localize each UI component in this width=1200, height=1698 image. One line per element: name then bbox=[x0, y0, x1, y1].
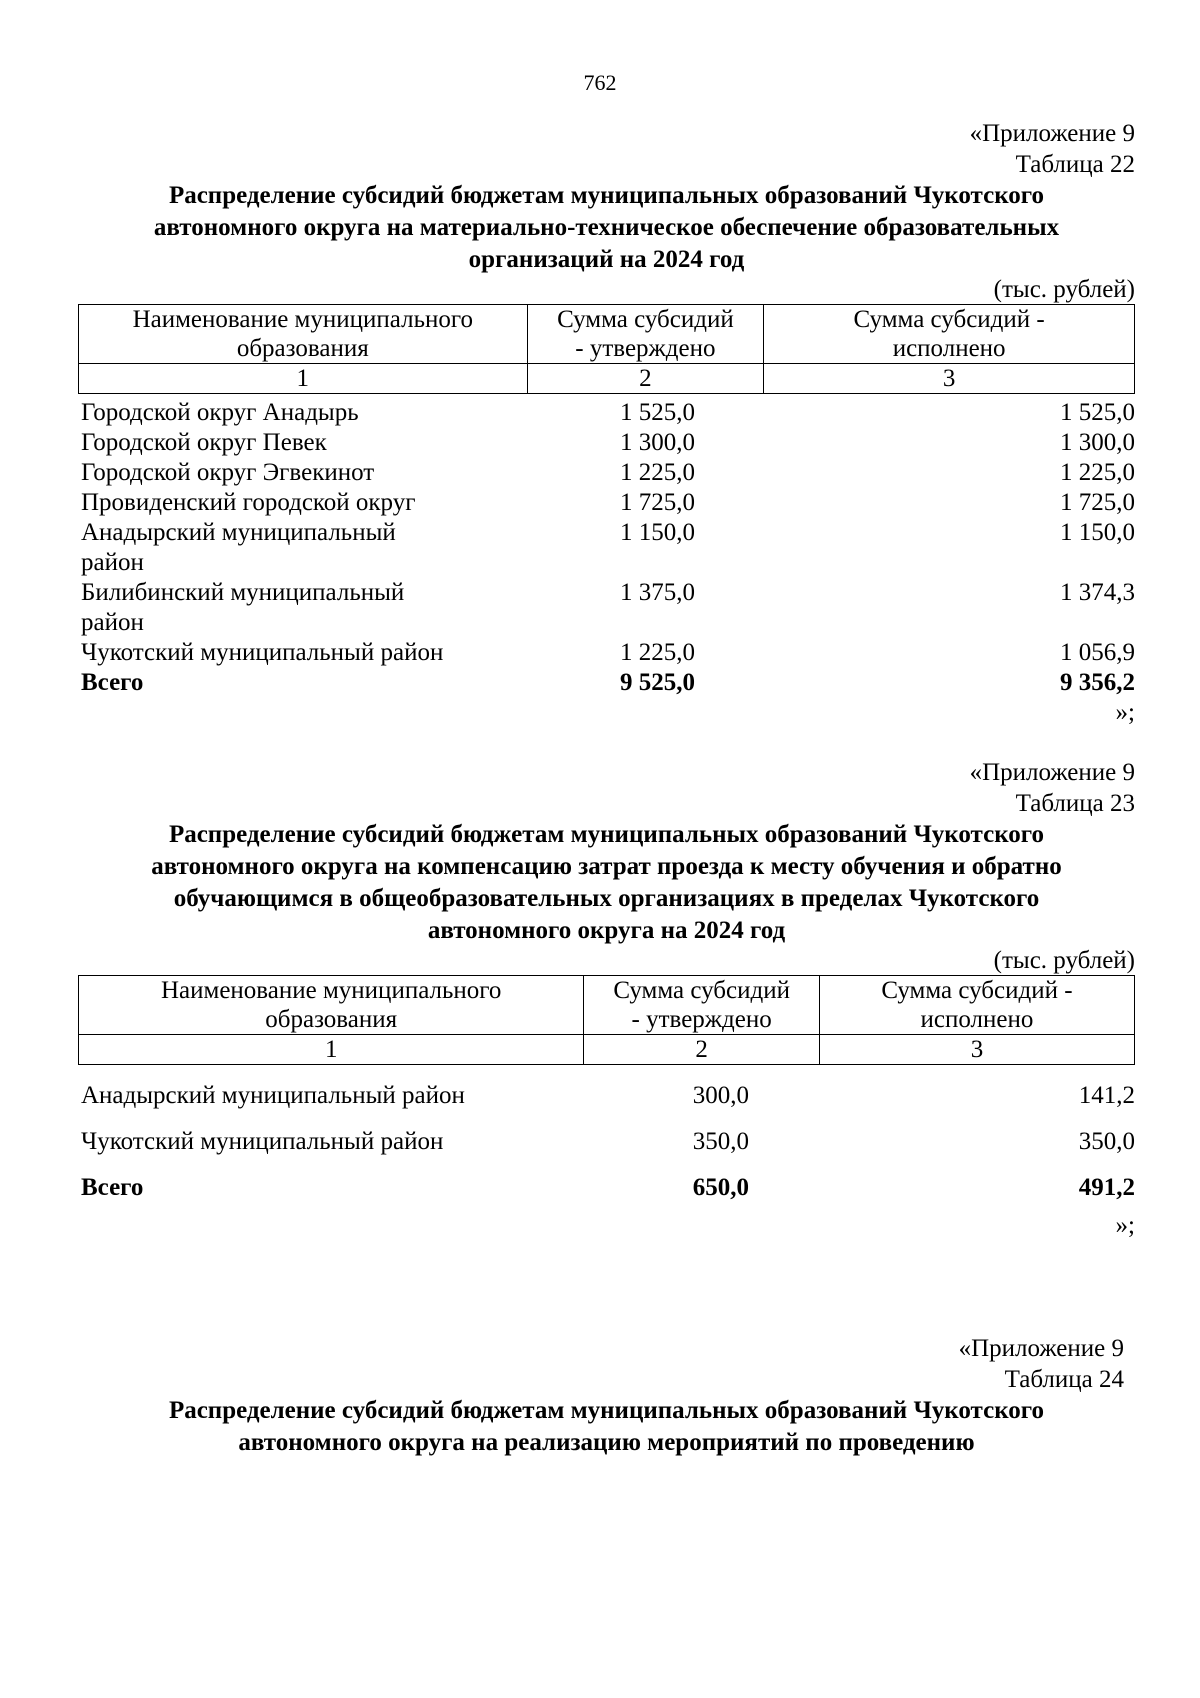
annex-line: «Приложение 9 bbox=[969, 759, 1135, 786]
table-row bbox=[78, 578, 1135, 638]
page-number: 762 bbox=[583, 70, 617, 95]
header-text: - утверждено bbox=[575, 335, 716, 362]
total-row bbox=[78, 1165, 1135, 1211]
total-executed: 9 356,2 bbox=[1060, 669, 1135, 696]
row-name: Городской округ Анадырь bbox=[81, 399, 359, 426]
total-approved: 9 525,0 bbox=[620, 669, 695, 696]
header-cell-approved bbox=[527, 305, 764, 364]
header-text: исполнено bbox=[892, 335, 1006, 362]
units-label: (тыс. рублей) bbox=[993, 947, 1135, 974]
row-name: Чукотский муниципальный район bbox=[81, 1128, 444, 1155]
row-executed: 1 725,0 bbox=[1060, 489, 1135, 516]
title-line: автономного округа на реализацию мероприятий по проведению bbox=[238, 1429, 975, 1456]
row-name bbox=[78, 518, 511, 578]
header-text: исполнено bbox=[920, 1006, 1034, 1033]
row-name-line: район bbox=[81, 609, 144, 636]
annex-line: «Приложение 9 bbox=[969, 120, 1135, 147]
row-name-line: Анадырский муниципальный bbox=[81, 519, 396, 546]
header-cell-approved bbox=[584, 976, 820, 1035]
header-text: образования bbox=[236, 335, 369, 362]
title-line: Распределение субсидий бюджетам муниципальных образований Чукотского bbox=[168, 821, 1045, 848]
closing-quote: »; bbox=[1115, 1212, 1135, 1239]
row-name: Анадырский муниципальный район bbox=[81, 1082, 465, 1109]
title-line: организаций на 2024 год bbox=[468, 246, 745, 273]
row-executed: 350,0 bbox=[1078, 1128, 1135, 1155]
table-title bbox=[78, 180, 1135, 276]
table-row bbox=[78, 518, 1135, 578]
row-name: Городской округ Певек bbox=[81, 429, 327, 456]
row-executed: 1 056,9 bbox=[1060, 639, 1135, 666]
title-line: автономного округа на материально-техническое обеспечение образовательных bbox=[153, 214, 1060, 241]
row-approved: 300,0 bbox=[692, 1082, 749, 1109]
row-executed: 1 225,0 bbox=[1060, 459, 1135, 486]
row-executed: 1 374,3 bbox=[1060, 579, 1135, 606]
row-name: Чукотский муниципальный район bbox=[81, 639, 444, 666]
row-name-line: Билибинский муниципальный bbox=[81, 579, 405, 606]
row-name: Провиденский городской округ bbox=[81, 489, 416, 516]
header-text: Наименование муниципального bbox=[132, 306, 473, 333]
header-text: Сумма субсидий bbox=[557, 306, 734, 333]
units-label: (тыс. рублей) bbox=[993, 276, 1135, 303]
title-line: автономного округа на 2024 год bbox=[427, 917, 786, 944]
table-row bbox=[78, 398, 1135, 428]
column-number: 1 bbox=[79, 364, 528, 394]
header-text: Наименование муниципального bbox=[160, 977, 502, 1004]
table-22-section bbox=[78, 118, 1135, 728]
column-number: 2 bbox=[584, 1035, 820, 1065]
row-executed: 1 150,0 bbox=[1060, 519, 1135, 546]
row-approved: 1 225,0 bbox=[620, 459, 695, 486]
table-title bbox=[78, 819, 1135, 947]
total-approved: 650,0 bbox=[692, 1174, 749, 1201]
table-row bbox=[78, 458, 1135, 488]
header-cell-name bbox=[79, 305, 528, 364]
table-number: Таблица 22 bbox=[1015, 151, 1135, 178]
table-header bbox=[78, 975, 1135, 1065]
table-23-section bbox=[78, 757, 1135, 1241]
table-body bbox=[78, 398, 1135, 698]
table-header bbox=[78, 304, 1135, 394]
total-label: Всего bbox=[81, 1174, 144, 1201]
header-text: Сумма субсидий bbox=[613, 977, 790, 1004]
row-approved: 1 375,0 bbox=[620, 579, 695, 606]
table-row bbox=[78, 638, 1135, 668]
title-line: Распределение субсидий бюджетам муниципальных образований Чукотского bbox=[168, 182, 1045, 209]
column-number: 3 bbox=[819, 1035, 1134, 1065]
column-number: 3 bbox=[764, 364, 1135, 394]
row-name-line: район bbox=[81, 549, 144, 576]
row-approved: 1 150,0 bbox=[620, 519, 695, 546]
header-text: - утверждено bbox=[631, 1006, 772, 1033]
column-number: 2 bbox=[527, 364, 764, 394]
row-approved: 1 225,0 bbox=[620, 639, 695, 666]
row-name: Городской округ Эгвекинот bbox=[81, 459, 375, 486]
table-row bbox=[78, 488, 1135, 518]
row-approved: 350,0 bbox=[692, 1128, 749, 1155]
row-executed: 1 300,0 bbox=[1060, 429, 1135, 456]
closing-quote: »; bbox=[1115, 699, 1135, 726]
total-executed: 491,2 bbox=[1078, 1174, 1135, 1201]
title-line: Распределение субсидий бюджетам муниципальных образований Чукотского bbox=[168, 1397, 1045, 1424]
table-body bbox=[78, 1073, 1135, 1211]
row-approved: 1 725,0 bbox=[620, 489, 695, 516]
table-row bbox=[78, 428, 1135, 458]
table-24-section bbox=[78, 1333, 1135, 1459]
header-cell-executed bbox=[764, 305, 1135, 364]
row-name bbox=[78, 578, 511, 638]
table-row bbox=[78, 1073, 1135, 1119]
title-line: обучающимся в общеобразовательных организациях в пределах Чукотского bbox=[173, 885, 1040, 912]
header-text: образования bbox=[265, 1006, 398, 1033]
column-number: 1 bbox=[79, 1035, 584, 1065]
total-label: Всего bbox=[81, 669, 144, 696]
table-row bbox=[78, 1119, 1135, 1165]
table-number: Таблица 23 bbox=[1015, 790, 1135, 817]
row-approved: 1 300,0 bbox=[620, 429, 695, 456]
row-approved: 1 525,0 bbox=[620, 399, 695, 426]
header-cell-name bbox=[79, 976, 584, 1035]
table-title bbox=[78, 1395, 1135, 1459]
annex-line: «Приложение 9 bbox=[958, 1335, 1124, 1362]
row-executed: 1 525,0 bbox=[1060, 399, 1135, 426]
table-number: Таблица 24 bbox=[1004, 1366, 1124, 1393]
header-text: Сумма субсидий - bbox=[853, 306, 1045, 333]
title-line: автономного округа на компенсацию затрат проезда к месту обучения и обратно bbox=[151, 853, 1062, 880]
header-cell-executed bbox=[819, 976, 1134, 1035]
total-row bbox=[78, 668, 1135, 698]
row-executed: 141,2 bbox=[1078, 1082, 1135, 1109]
header-text: Сумма субсидий - bbox=[881, 977, 1073, 1004]
